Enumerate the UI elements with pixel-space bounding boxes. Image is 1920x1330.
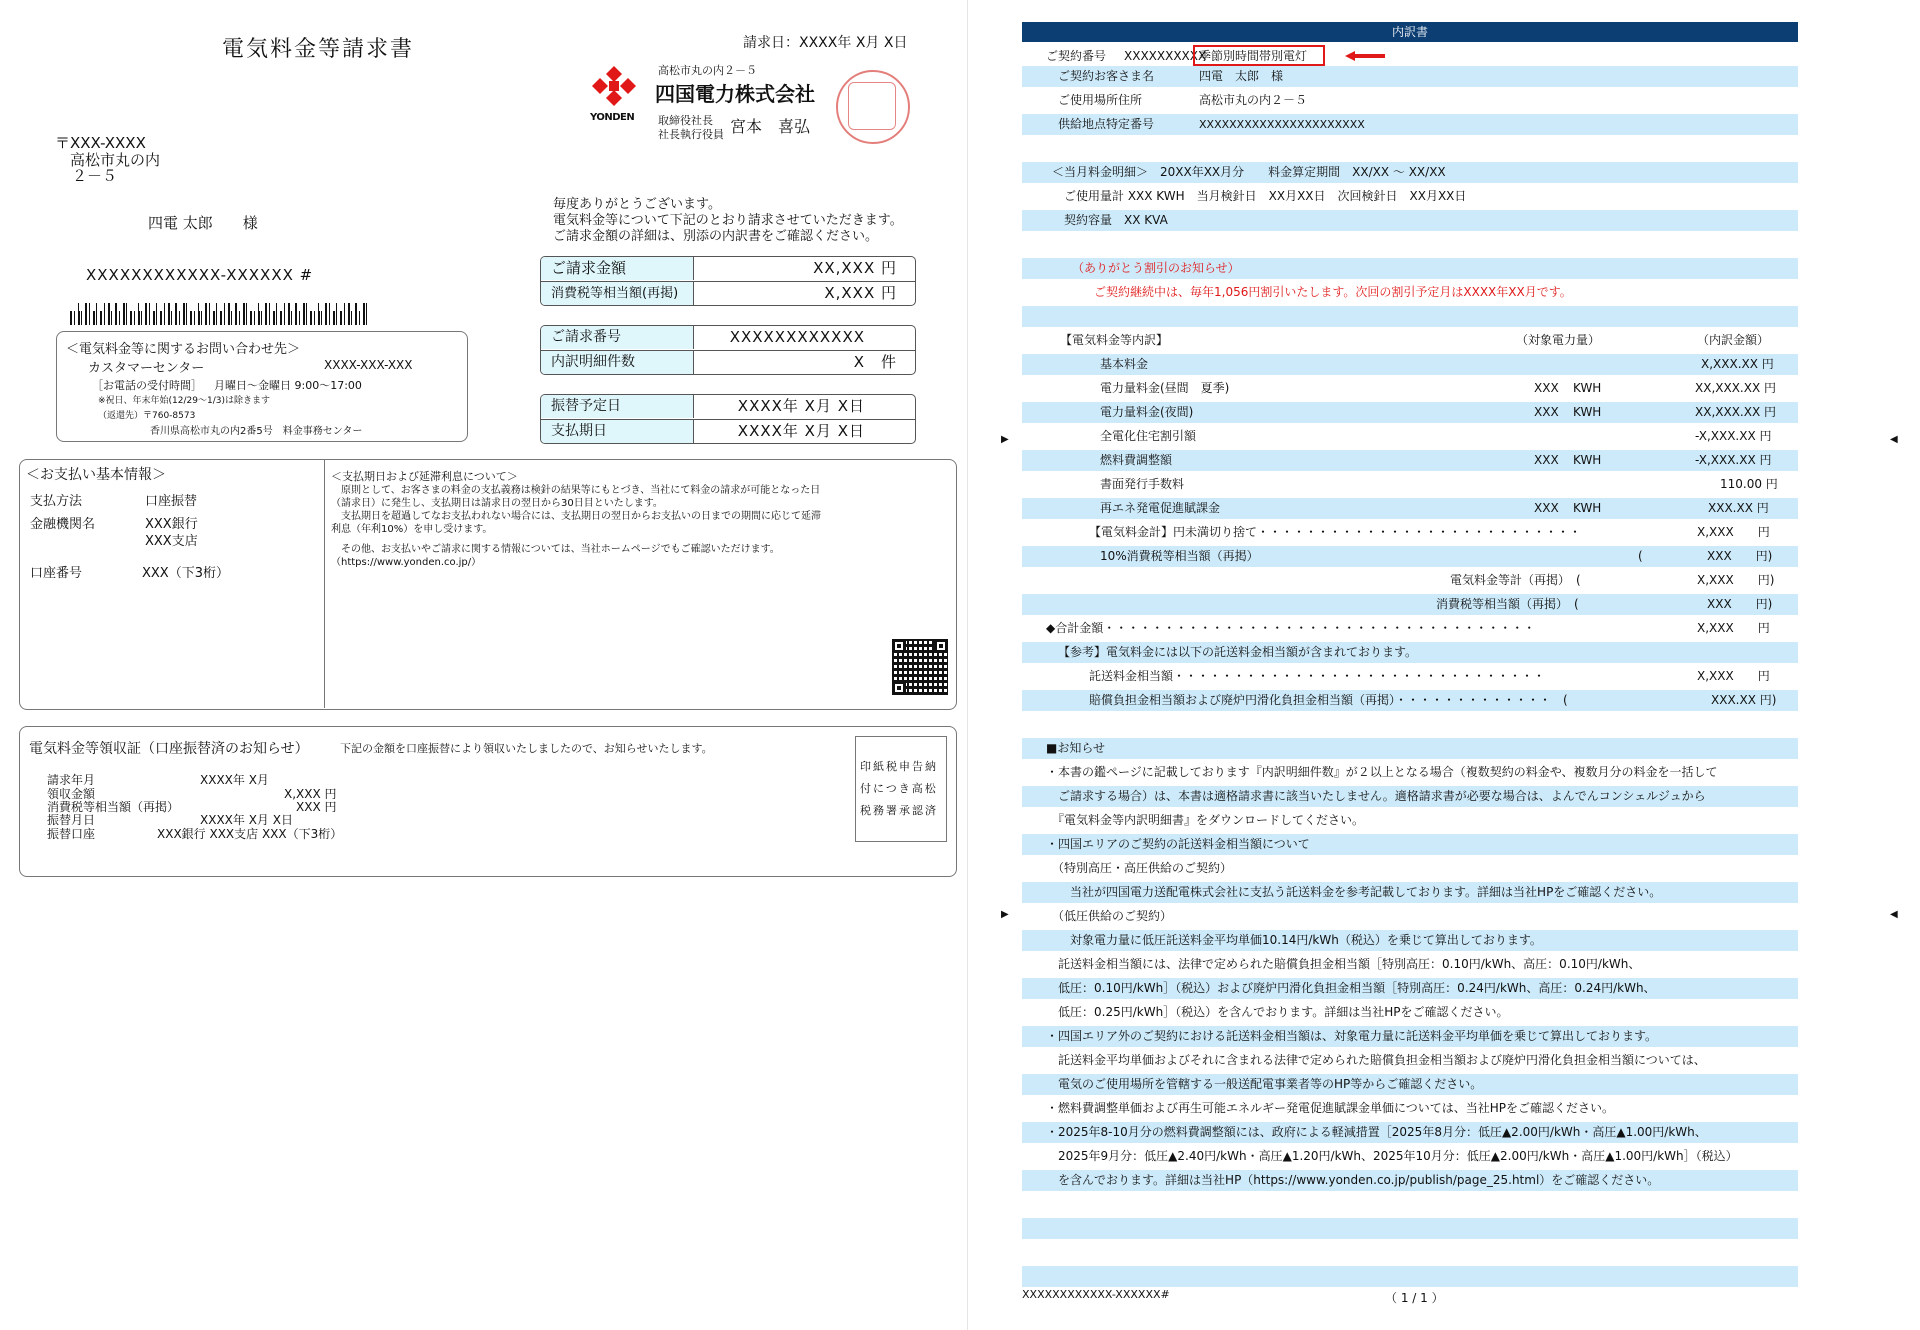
notice-line: ・四国エリアのご契約の託送料金相当額について <box>1046 837 1310 851</box>
elec-total-value: X,XXX 円) <box>1697 573 1775 587</box>
notice-line: 対象電力量に低圧託送料金平均単価10.14円/kWh（税込）を乗じて算出しております。 <box>1046 933 1542 947</box>
notice-line: ・2025年8-10月分の燃料費調整額には、政府による軽減措置［2025年8月分：低圧▲2.00円/kWh・高圧▲1.00円/kWh、 <box>1046 1125 1707 1139</box>
greeting-3: ご請求金額の詳細は、別添の内訳書をご確認ください。 <box>553 229 879 244</box>
account-value: XXX（下3桁） <box>142 566 229 581</box>
reference-1-value: X,XXX 円 <box>1697 669 1770 683</box>
late-fee-line: その他、お支払いやご請求に関する情報については、当社ホームページでもご確認いただけます。 <box>331 544 780 555</box>
invoice-number-value: XXXXXXXXXXXX <box>729 328 865 346</box>
invoice-table <box>540 325 916 375</box>
customer-code: XXXXXXXXXXXX-XXXXXX # <box>86 266 314 284</box>
amount-value: XX,XXX 円 <box>813 259 897 277</box>
notice-heading: ■お知らせ <box>1046 741 1105 755</box>
notice-line: ・四国エリア外のご契約における託送料金相当額は、対象電力量に託送料金平均単価を乗じて算出しております。 <box>1046 1029 1658 1043</box>
breakdown-unit: KWH <box>1573 453 1602 467</box>
receipt-label: 振替口座 <box>47 827 96 841</box>
location-value: 高松市丸の内２－５ <box>1199 93 1308 107</box>
logo-text: YONDEN <box>590 112 635 123</box>
breakdown-label: 電力量料金(昼間 夏季) <box>1100 381 1230 395</box>
notice-line: 当社が四国電力送配電株式会社に支払う託送料金を参考記載しております。詳細は当社HPをご確認ください。 <box>1046 885 1662 899</box>
notice-line: 2025年9月分：低圧▲2.40円/kWh・高圧▲1.20円/kWh、2025年10月分：低圧▲2.00円/kWh・高圧▲1.00円/kWh］（税込） <box>1046 1149 1738 1163</box>
grand-total-label: ◆合計金額・・・・・・・・・・・・・・・・・・・・・・・・・・・・・・・・・・・・ <box>1046 621 1536 635</box>
margin-triangle-right-icon: ▶ <box>1001 909 1009 920</box>
breakdown-label: 書面発行手数料 <box>1100 477 1185 491</box>
reference-heading: 【参考】電気料金には以下の託送料金相当額が含まれております。 <box>1058 645 1418 659</box>
holiday-note: ※祝日、年末年始(12/29～1/3)は除きます <box>98 396 270 406</box>
postal-code: 〒XXX-XXXX <box>55 134 146 152</box>
discount-text: ご契約継続中は、毎年1,056円割引いたします。次回の割引予定月はXXXX年XX月です。 <box>1094 285 1572 299</box>
reference-1-label: 託送料金相当額・・・・・・・・・・・・・・・・・・・・・・・・・・・・・・・ <box>1089 669 1546 683</box>
payment-divider <box>324 460 325 708</box>
tax-stamp-line: 付につき高松 <box>860 782 938 795</box>
footer-code: XXXXXXXXXXXX-XXXXXX# <box>1022 1288 1170 1301</box>
qr-finder-icon <box>934 639 948 653</box>
breakdown-usage: XXX <box>1534 381 1559 395</box>
due-date-value: XXXX年 X月 X日 <box>737 422 865 440</box>
notice-line: （低圧供給のご契約） <box>1046 909 1173 923</box>
contact-hours: 月曜日～金曜日 9:00～17:00 <box>214 379 362 392</box>
monthly-line-2: ご使用量計 XXX KWH 当月検針日 XX月XX日 次回検針日 XX月XX日 <box>1064 189 1467 203</box>
return-address: 香川県高松市丸の内2番5号 料金事務センター <box>150 426 363 437</box>
margin-triangle-left-icon: ◀ <box>1890 434 1898 445</box>
tax-stamp-line: 税務署承認済 <box>860 804 938 817</box>
amount-label: ご請求金額 <box>541 257 694 280</box>
transfer-date-value: XXXX年 X月 X日 <box>737 397 865 415</box>
discount-heading: （ありがとう割引のお知らせ） <box>1072 261 1240 275</box>
page-number: （ 1 / 1 ） <box>1385 1291 1444 1305</box>
notice-line: 託送料金平均単価およびそれに含まれる法律で定められた賠償負担金相当額および廃炉円滑化負担金相当額については、 <box>1046 1053 1706 1067</box>
bank-label: 金融機関名 <box>30 517 96 532</box>
account-label: 口座番号 <box>30 566 83 581</box>
recipient-name: 四電 太郎 様 <box>148 214 258 232</box>
notice-line: ・本書の鑑ページに記載しております『内訳明細件数』が２以上となる場合（複数契約の料金や、複数月分の料金を一括して <box>1046 765 1718 779</box>
invoice-number-row <box>541 326 915 349</box>
company-name: 四国電力株式会社 <box>655 82 815 106</box>
receipt-label: 請求年月 <box>47 773 96 787</box>
detail-count-value: X 件 <box>853 353 897 371</box>
breakdown-label: 電力量料金(夜間) <box>1100 405 1194 419</box>
detail-count-label: 内訳明細件数 <box>541 351 694 374</box>
breakdown-usage: XXX <box>1534 453 1559 467</box>
tax-value: XXX 円) <box>1707 549 1773 563</box>
receipt-label: 消費税等相当額（再掲） <box>47 800 180 814</box>
supply-label: 供給地点特定番号 <box>1058 117 1155 131</box>
margin-triangle-left-icon: ◀ <box>1890 909 1898 920</box>
greeting-1: 毎度ありがとうございます。 <box>553 197 721 212</box>
left-arrow-icon <box>1345 51 1385 61</box>
bill-date: 請求日：XXXX年 X月 X日 <box>743 35 908 51</box>
branch-value: XXX支店 <box>145 534 198 549</box>
contract-number-label: ご契約番号 <box>1046 49 1107 63</box>
customer-name: 四電 太郎 様 <box>1199 69 1284 83</box>
breakdown-label: 燃料費調整額 <box>1100 453 1173 467</box>
due-date-row <box>541 420 915 443</box>
supply-value: XXXXXXXXXXXXXXXXXXXXXX <box>1199 118 1365 131</box>
bank-value: XXX銀行 <box>145 517 198 532</box>
receipt-note: 下記の金額を口座振替により領収いたしましたので、お知らせいたします。 <box>340 742 713 755</box>
notice-line: 低圧：0.25円/kWh］（税込）を含んでおります。詳細は当社HPをご確認ください。 <box>1046 1005 1509 1019</box>
receipt-label: 振替月日 <box>47 813 96 827</box>
breakdown-amount: -X,XXX.XX 円 <box>1695 453 1772 467</box>
contract-plan: 季節別時間帯別電灯 <box>1199 49 1308 63</box>
return-label: （返還先）〒760-8573 <box>98 411 196 421</box>
company-address: 高松市丸の内２－５ <box>658 64 757 77</box>
transfer-date-label: 振替予定日 <box>541 395 694 418</box>
breakdown-label: 再エネ発電促進賦課金 <box>1100 501 1221 515</box>
breakdown-header: 内訳書 <box>1022 22 1798 42</box>
breakdown-label: 基本料金 <box>1100 357 1149 371</box>
document-title: 電気料金等請求書 <box>222 37 415 62</box>
plan-highlight-box <box>1193 45 1325 66</box>
date-table <box>540 394 916 444</box>
reference-2-label: 賠償負担金相当額および廃炉円滑化負担金相当額（再掲）・・・・・・・・・・・・・ ( <box>1089 693 1568 707</box>
late-fee-line: 利息（年利10%）を申し受けます。 <box>331 524 493 535</box>
breakdown-amount: XX,XXX.XX 円 <box>1695 381 1776 395</box>
late-fee-line: 原則として、お客さまの料金の支払義務は検針の結果等にもとづき、当社にて料金の請求が可能となった日 <box>331 485 821 496</box>
notice-line: 低圧：0.10円/kWh］（税込）および廃炉円滑化負担金相当額［特別高圧：0.24円/kWh、高圧：0.24円/kWh、 <box>1046 981 1656 995</box>
receipt-value: XXX銀行 XXX支店 XXX（下3桁） <box>157 827 343 841</box>
electric-total-value: X,XXX 円 <box>1697 525 1770 539</box>
contract-number: XXXXXXXXXX <box>1124 49 1207 63</box>
breakdown-amount: XX,XXX.XX 円 <box>1695 405 1776 419</box>
contact-hours-label: ［お電話の受付時間］ <box>92 379 202 392</box>
amount-row-tax <box>541 282 915 305</box>
notice-line: 電気のご使用場所を管轄する一般送配電事業者等のHP等からご確認ください。 <box>1046 1077 1483 1091</box>
due-date-label: 支払期日 <box>541 420 694 443</box>
late-fee-heading: ＜支払期日および延滞利息について＞ <box>331 470 518 483</box>
elec-total-label: 電気料金等計（再掲） ( <box>1450 573 1581 587</box>
contact-center: カスタマーセンター <box>88 361 205 376</box>
breakdown-amount: X,XXX.XX 円 <box>1701 357 1774 371</box>
electric-total-label: 【電気料金計】円未満切り捨て・・・・・・・・・・・・・・・・・・・・・・・・・・・ <box>1089 525 1582 539</box>
amount-table <box>540 256 916 306</box>
reference-2-value: XXX.XX 円) <box>1711 693 1777 707</box>
contact-phone: XXXX-XXX-XXX <box>324 358 413 372</box>
receipt-value: X,XXX 円 <box>284 787 337 801</box>
customer-label: ご契約お客さま名 <box>1058 69 1155 83</box>
recipient-address-2: ２－５ <box>72 167 118 185</box>
contact-heading: ＜電気料金等に関するお問い合わせ先＞ <box>66 342 301 357</box>
notice-line: 『電気料金等内訳明細書』をダウンロードしてください。 <box>1046 813 1365 827</box>
breakdown-usage: XXX <box>1534 405 1559 419</box>
receipt-label: 領収金額 <box>47 787 96 801</box>
payment-method-label: 支払方法 <box>30 494 83 509</box>
notice-line: を含んでおります。詳細は当社HP（https://www.yonden.co.jp/publish/page_25.html）をご確認ください。 <box>1046 1173 1660 1187</box>
breakdown-amount: XXX.XX 円 <box>1708 501 1769 515</box>
notice-line: （特別高圧・高圧供給のご契約） <box>1046 861 1233 875</box>
receipt-value: XXXX年 X月 X日 <box>200 813 293 827</box>
breakdown-unit: KWH <box>1573 501 1602 515</box>
officer-title-1: 取締役社長 <box>658 114 713 127</box>
notice-line: 託送料金相当額には、法律で定められた賠償負担金相当額［特別高圧：0.10円/kWh、高圧：0.10円/kWh、 <box>1046 957 1641 971</box>
receipt-value: XXX 円 <box>296 800 337 814</box>
transfer-date-row <box>541 395 915 418</box>
officer-title-2: 社長執行役員 <box>658 128 724 141</box>
breakdown-heading: 【電気料金等内訳】 <box>1060 333 1169 347</box>
elec-tax-value: XXX 円) <box>1707 597 1773 611</box>
late-fee-line: 支払期日を超過してなお支払われない場合には、支払期日の翌日からお支払いの日までの期間に応じて延滞 <box>331 511 821 522</box>
qr-finder-icon <box>892 681 906 695</box>
tax-label: 消費税等相当額(再掲) <box>541 282 694 305</box>
qr-finder-icon <box>892 639 906 653</box>
col-usage-header: （対象電力量） <box>1516 333 1601 347</box>
payment-heading: ＜お支払い基本情報＞ <box>26 467 166 483</box>
elec-tax-label: 消費税等相当額（再掲） ( <box>1436 597 1579 611</box>
breakdown-unit: KWH <box>1573 381 1602 395</box>
invoice-number-label: ご請求番号 <box>541 326 694 349</box>
grand-total-value: X,XXX 円 <box>1697 621 1770 635</box>
late-fee-line: （請求日）に発生し、支払期日は請求日の翌日から30日目といたします。 <box>331 498 663 509</box>
detail-count-row <box>541 351 915 374</box>
payment-method-value: 口座振替 <box>145 494 198 509</box>
officer-name: 宮本 喜弘 <box>730 117 811 136</box>
breakdown-label: 全電化住宅割引額 <box>1100 429 1197 443</box>
margin-triangle-right-icon: ▶ <box>1001 434 1009 445</box>
breakdown-amount: -X,XXX.XX 円 <box>1695 429 1772 443</box>
tax-stamp-line: 印紙税申告納 <box>860 760 938 773</box>
breakdown-amount: 110.00 円 <box>1720 477 1778 491</box>
barcode-mask <box>70 303 370 311</box>
tax-label: 10%消費税等相当額（再掲） <box>1100 549 1259 563</box>
tax-value: X,XXX 円 <box>824 284 897 302</box>
greeting-2: 電気料金等について下記のとおり請求させていただきます。 <box>553 213 903 228</box>
amount-row-total <box>541 257 915 280</box>
notice-line: ご請求する場合）は、本書は適格請求書に該当いたしません。適格請求書が必要な場合は、よんでんコンシェルジュから <box>1046 789 1706 803</box>
yonden-logo-icon <box>588 64 640 108</box>
receipt-value: XXXX年 X月 <box>200 773 269 787</box>
monthly-line-1: ＜当月料金明細＞ 20XX年XX月分 料金算定期間 XX/XX ～ XX/XX <box>1052 165 1446 179</box>
seal-inner-icon <box>848 82 896 130</box>
recipient-address-1: 高松市丸の内 <box>70 151 161 169</box>
receipt-heading: 電気料金等領収証（口座振替済のお知らせ） <box>29 741 309 757</box>
notice-line: ・燃料費調整単価および再生可能エネルギー発電促進賦課金単価については、当社HPをご確認ください。 <box>1046 1101 1615 1115</box>
location-label: ご使用場所住所 <box>1058 93 1143 107</box>
col-amount-header: （内訳金額） <box>1697 333 1770 347</box>
page-divider <box>967 0 968 1330</box>
breakdown-usage: XXX <box>1534 501 1559 515</box>
monthly-line-3: 契約容量 XX KVA <box>1064 213 1168 227</box>
late-fee-url[interactable]: （https://www.yonden.co.jp/） <box>331 557 482 568</box>
breakdown-unit: KWH <box>1573 405 1602 419</box>
tax-open: ( <box>1638 549 1643 563</box>
